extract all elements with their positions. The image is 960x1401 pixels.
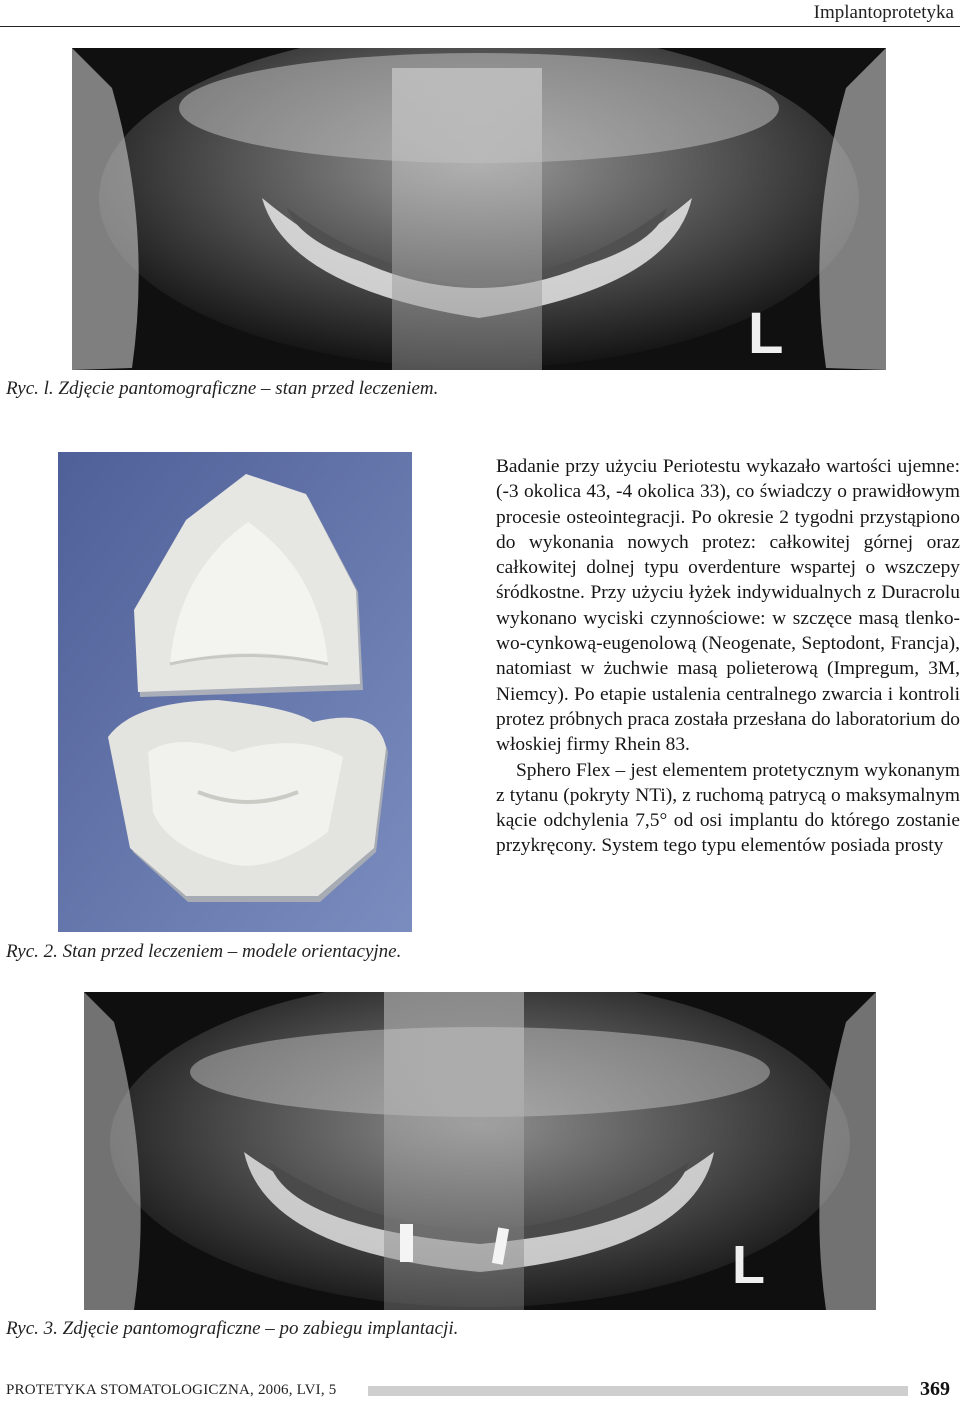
dental-models-image — [58, 452, 412, 932]
paragraph-sphero-flex: Sphero Flex – jest elementem protetycznym wykonanym z tytanu (pokryty NTi), z ruchomą patrycą o maksymalnym kącie odchylenia 7,5° od osi implantu do którego zostanie przykręcony. System tego typu elementów posiada prosty — [496, 759, 960, 857]
paragraph-periotest: Badanie przy użyciu Periotestu wykazało wartości ujemne: (-3 okolica 43, -4 okolica 33), co świadczy o prawidłowym procesie osteointegracji. Po okresie 2 tygodni przystąpiono do wykonania nowych protez: całkowitej górnej oraz całkowitej dolnej typu overdenture wspartej o wszczepy śródkostne. Przy użyciu łyżek indywidualnych z Duracrolu wykonano wyciski czynnościowe: w szczęce masą tlenkowo-cynkową-eugenolową (Neogenate, Septodont, Francja), natomiast w żuchwie masą polieterową (Impregum, 3M, Niemcy). Po etapie ustalenia centralnego zwarcia i kontroli protez próbnych praca została przesłana do laboratorium do włoskiej firmy Rhein 83. — [496, 456, 960, 756]
header-rule — [0, 26, 960, 27]
figure-1-xray — [72, 48, 886, 370]
figure-1-caption: Ryc. l. Zdjęcie pantomograficzne – stan przed leczeniem. — [6, 378, 439, 399]
implant-left — [400, 1224, 413, 1262]
figure-3-xray — [84, 992, 876, 1310]
figure-2-caption: Ryc. 2. Stan przed leczeniem – modele orientacyjne. — [6, 941, 402, 962]
page-number: 369 — [920, 1378, 950, 1400]
footer-journal-citation: PROTETYKA STOMATOLOGICZNA, 2006, LVI, 5 — [6, 1382, 337, 1398]
body-text-column — [496, 454, 960, 859]
figure-3-caption: Ryc. 3. Zdjęcie pantomograficzne – po zabiegu implantacji. — [6, 1318, 459, 1339]
figure-2-photo — [58, 452, 412, 932]
footer-bar — [368, 1386, 908, 1396]
xray-side-marker: L — [732, 1235, 765, 1295]
xray-side-marker: L — [748, 301, 784, 366]
running-header-section: Implantoprotetyka — [813, 2, 954, 23]
